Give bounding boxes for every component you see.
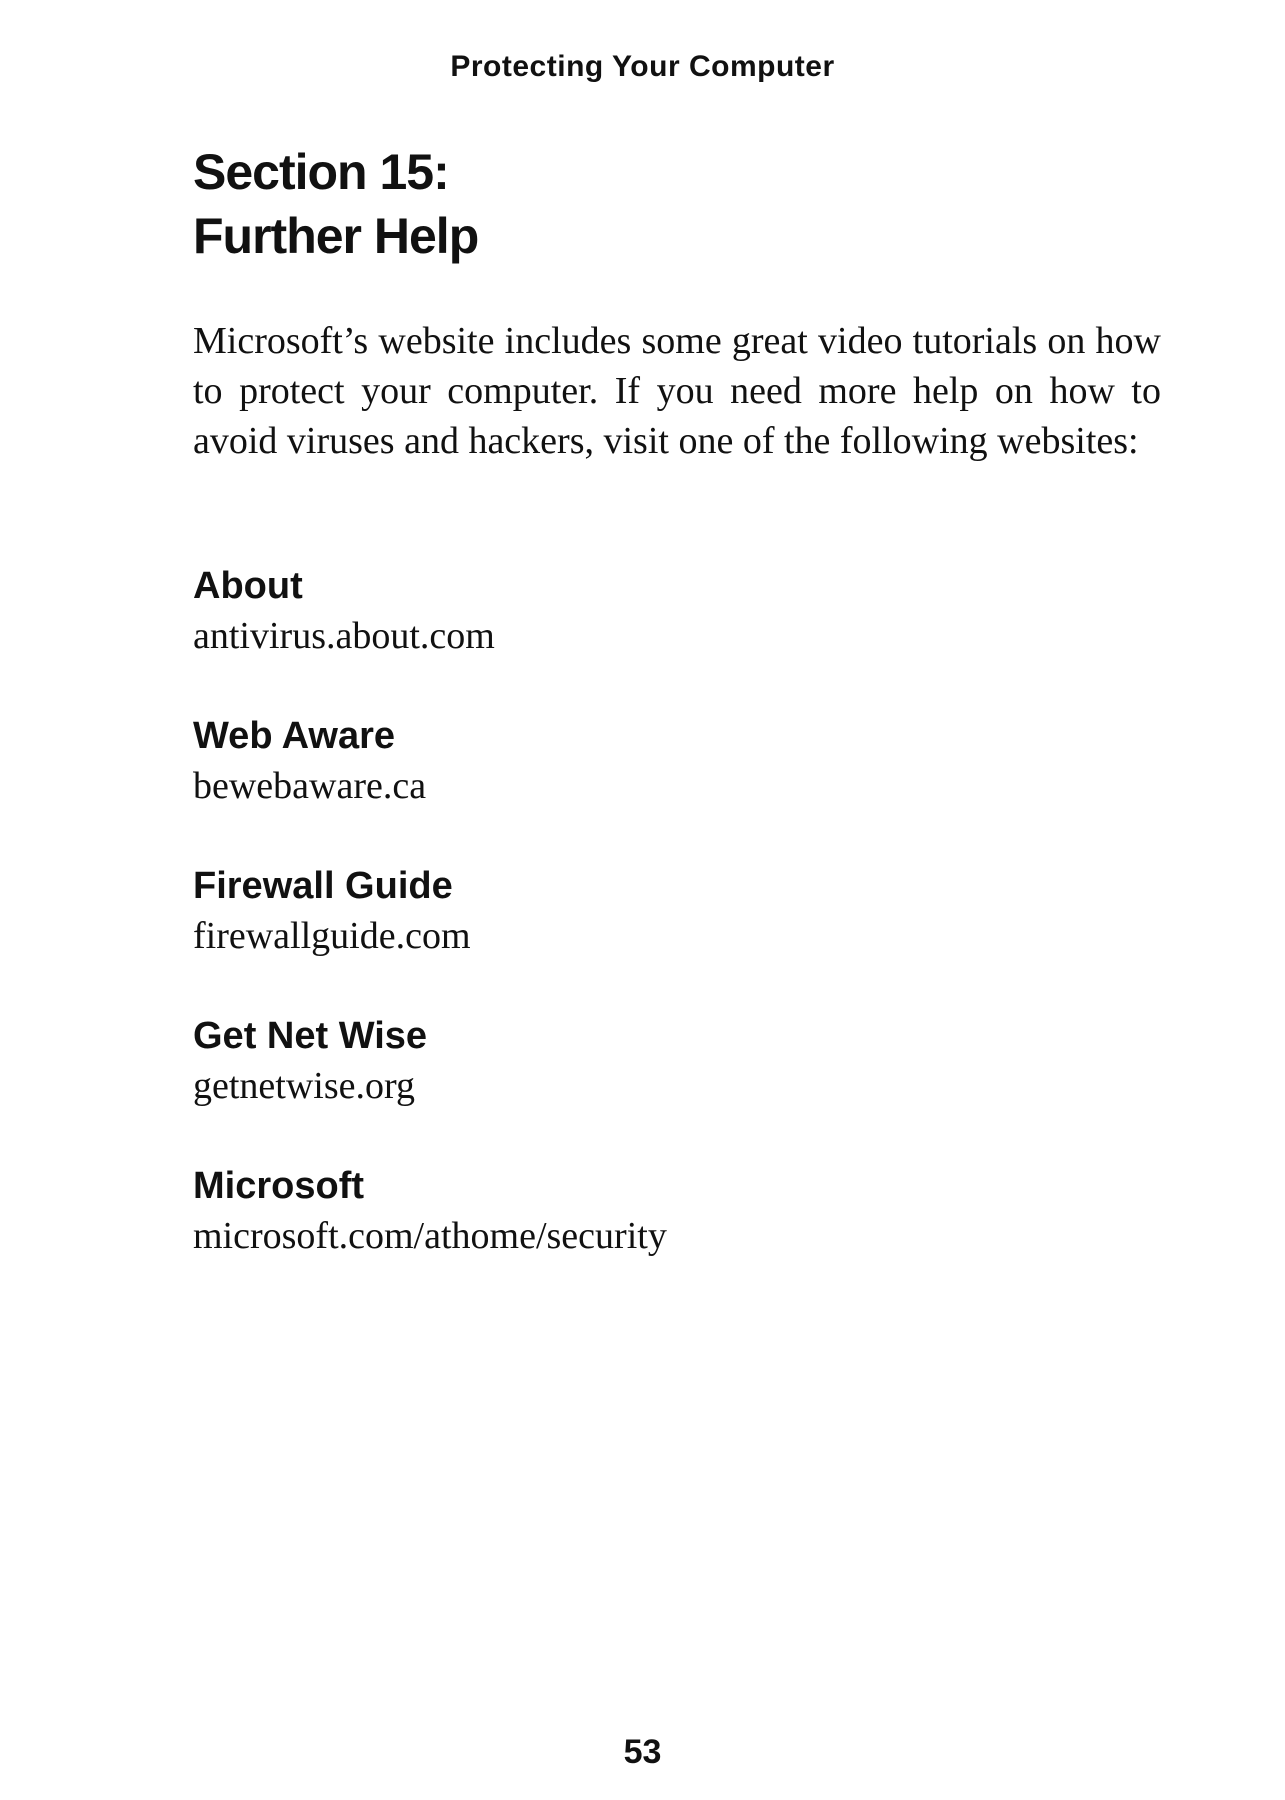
section-title-line-1: Section 15: [193, 144, 449, 200]
page-number: 53 [623, 1733, 662, 1771]
intro-paragraph: Microsoft’s website includes some great video tutorials on how to protect your computer. If you need more help on how to avoid viruses and hackers, visit one of the following websites: [193, 320, 1161, 462]
website-entry-firewall-guide [193, 861, 1161, 1011]
section-title [193, 140, 478, 268]
website-name: Get Net Wise [193, 1015, 428, 1057]
website-entry-about [193, 561, 1161, 711]
website-url[interactable]: antivirus.about.com [193, 615, 495, 657]
website-entry-get-net-wise [193, 1011, 1161, 1161]
website-name: Firewall Guide [193, 865, 453, 907]
website-name: Web Aware [193, 715, 396, 757]
website-url[interactable]: bewebaware.ca [193, 765, 427, 807]
website-url[interactable]: getnetwise.org [193, 1065, 415, 1107]
website-url[interactable]: microsoft.com/athome/security [193, 1215, 667, 1257]
running-head: Protecting Your Computer [450, 50, 835, 83]
section-title-line-2: Further Help [193, 208, 479, 264]
website-entry-web-aware [193, 711, 1161, 861]
website-name: Microsoft [193, 1165, 364, 1207]
website-name: About [193, 565, 303, 607]
website-url[interactable]: firewallguide.com [193, 915, 471, 957]
website-list [193, 561, 1161, 1311]
website-entry-microsoft [193, 1161, 1161, 1311]
